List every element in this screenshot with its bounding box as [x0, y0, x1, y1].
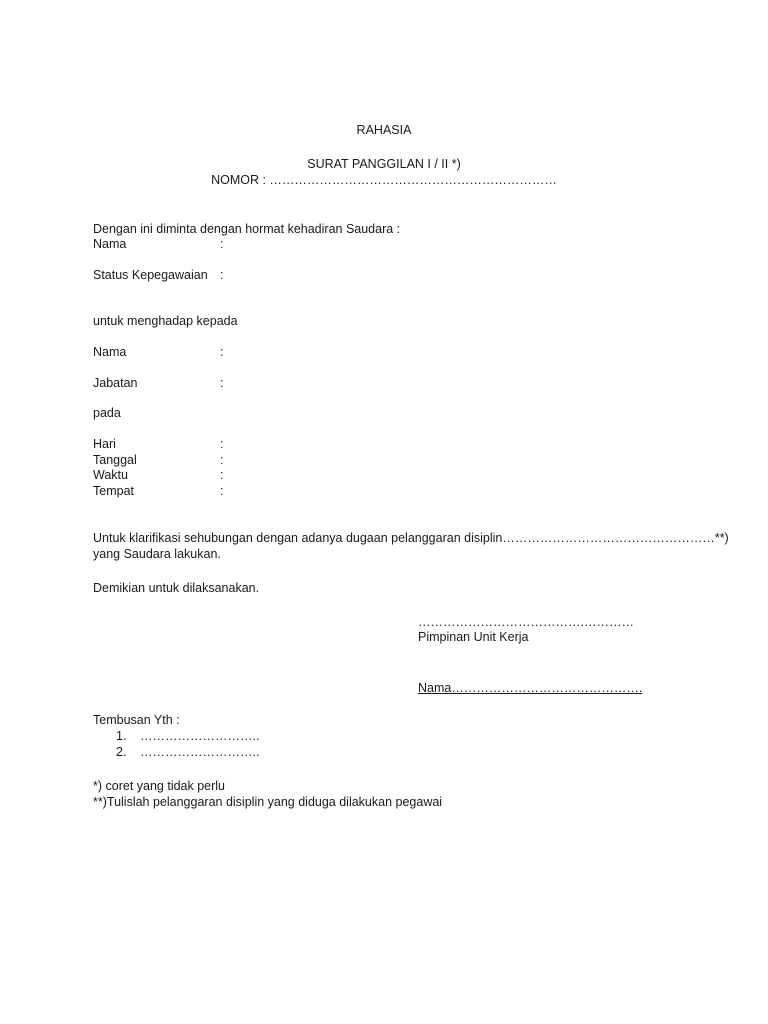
field-label-hari: Hari: [93, 437, 116, 451]
signature-name: Nama……………………………………….: [418, 681, 643, 695]
field-label-nama: Nama: [93, 237, 127, 251]
cc-item-text: ………………………..: [140, 729, 260, 743]
field-colon: :: [220, 484, 224, 498]
clarification-line: Untuk klarifikasi sehubungan dengan adanya dugaan pelanggaran disiplin……………………………………………**): [93, 531, 729, 545]
field-colon: :: [220, 437, 224, 451]
field-label-jabatan: Jabatan: [93, 376, 138, 390]
footnote-strike: *) coret yang tidak perlu: [93, 779, 226, 793]
field-label-status-kepegawaian: Status Kepegawaian: [93, 268, 208, 282]
opening-sentence: Dengan ini diminta dengan hormat kehadiran Saudara :: [93, 222, 401, 236]
field-colon: :: [220, 268, 224, 282]
field-label-nama-pejabat: Nama: [93, 345, 127, 359]
cc-heading: Tembusan Yth :: [93, 713, 180, 727]
letter-title: SURAT PANGGILAN I / II *): [307, 157, 461, 171]
confidential-label: RAHASIA: [356, 123, 412, 137]
field-colon: :: [220, 468, 224, 482]
clarification-line-continued: yang Saudara lakukan.: [93, 547, 221, 561]
field-label-tempat: Tempat: [93, 484, 134, 498]
cc-item-number: 2.: [116, 745, 127, 759]
meet-heading: untuk menghadap kepada: [93, 314, 238, 328]
signature-role: Pimpinan Unit Kerja: [418, 630, 529, 644]
schedule-heading: pada: [93, 406, 121, 420]
signature-dots: ………………………………….…………: [418, 615, 634, 629]
field-label-waktu: Waktu: [93, 468, 128, 482]
field-label-tanggal: Tanggal: [93, 453, 137, 467]
field-colon: :: [220, 237, 224, 251]
field-colon: :: [220, 376, 224, 390]
field-colon: :: [220, 345, 224, 359]
closing-sentence: Demikian untuk dilaksanakan.: [93, 581, 260, 595]
footnote-violation: **)Tulislah pelanggaran disiplin yang diduga dilakukan pegawai: [93, 795, 443, 809]
field-colon: :: [220, 453, 224, 467]
cc-item-text: ………………………..: [140, 745, 260, 759]
cc-item-number: 1.: [116, 729, 127, 743]
letter-number: NOMOR : ……………………………………………………………: [211, 173, 557, 187]
